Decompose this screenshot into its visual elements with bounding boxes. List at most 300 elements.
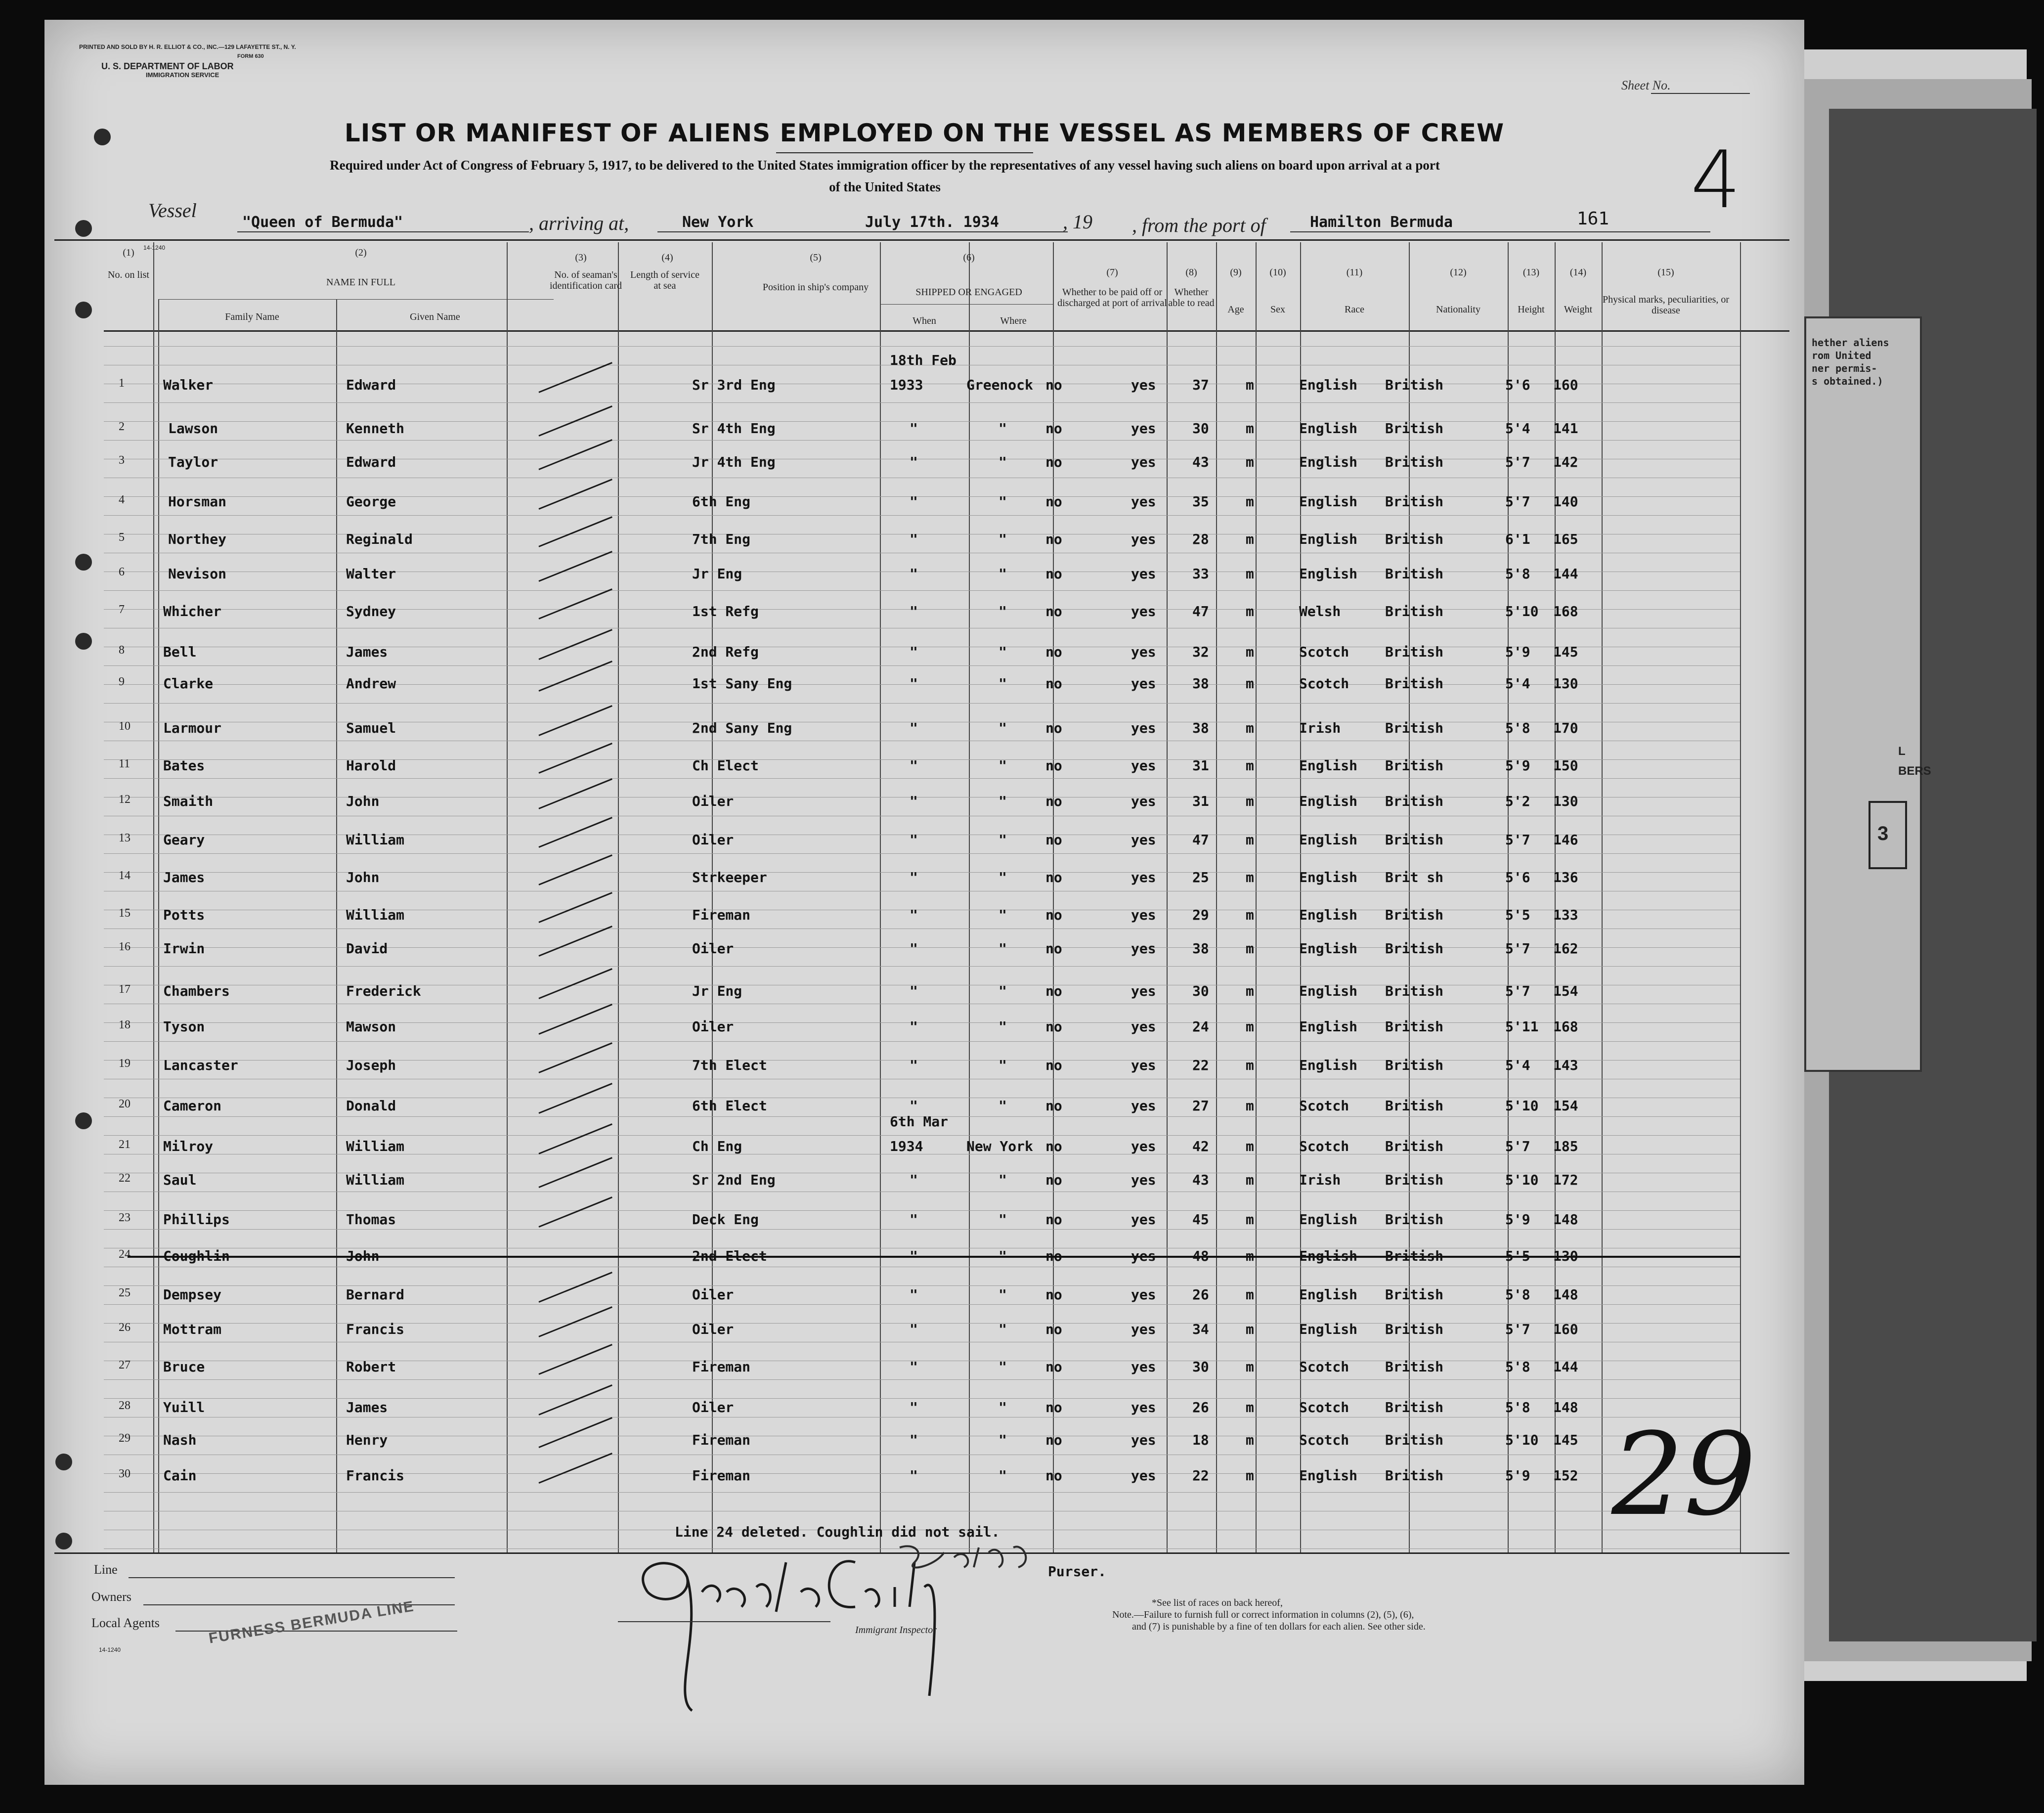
cell-age: 42 <box>1192 1138 1209 1154</box>
id-card-tick-mark <box>538 1272 612 1303</box>
cell-when2: " <box>910 1432 918 1448</box>
cell-read: yes <box>1131 1211 1156 1228</box>
cell-given: John <box>346 869 380 885</box>
cell-weight: 145 <box>1553 1432 1578 1448</box>
cell-sex: m <box>1246 1138 1254 1154</box>
arriving-label: , arriving at, <box>529 212 629 234</box>
cell-age: 28 <box>1192 531 1209 547</box>
cell-read: yes <box>1131 983 1156 999</box>
id-card-tick-mark <box>538 362 612 393</box>
cell-race: English <box>1299 1286 1358 1303</box>
cell-race: English <box>1299 420 1358 437</box>
cell-height: 5'7 <box>1505 983 1530 999</box>
cell-paid: no <box>1045 1286 1062 1303</box>
cell-sex: m <box>1246 603 1254 619</box>
cell-nat: British <box>1385 1359 1444 1375</box>
cell-age: 32 <box>1192 644 1209 660</box>
cell-where: " <box>999 566 1007 582</box>
id-card-tick-mark <box>538 629 612 660</box>
ruled-line <box>104 402 1740 403</box>
cell-age: 31 <box>1192 757 1209 774</box>
cell-where: " <box>999 869 1007 885</box>
col2-family-header: Family Name <box>225 311 279 322</box>
cell-family: Clarke <box>163 675 214 692</box>
cell-given: James <box>346 1399 388 1415</box>
cell-weight: 148 <box>1553 1211 1578 1228</box>
cell-position: 2nd Refg <box>692 644 759 660</box>
cell-family: Nash <box>163 1432 197 1448</box>
cell-family: Yuill <box>163 1399 205 1415</box>
punch-hole <box>75 1112 92 1129</box>
cell-read: yes <box>1131 377 1156 393</box>
cell-age: 30 <box>1192 983 1209 999</box>
cell-sex: m <box>1246 1211 1254 1228</box>
cell-height: 5'7 <box>1505 1138 1530 1154</box>
cell-family: Tyson <box>163 1018 205 1035</box>
cell-position: Sr 3rd Eng <box>692 377 776 393</box>
cell-no: 19 <box>119 1057 130 1070</box>
cell-no: 12 <box>119 793 130 806</box>
cell-weight: 160 <box>1553 1321 1578 1337</box>
id-card-tick-mark <box>538 1042 612 1073</box>
cell-nat: British <box>1385 603 1444 619</box>
punch-hole <box>75 220 92 237</box>
cell-age: 30 <box>1192 1359 1209 1375</box>
cell-given: James <box>346 644 388 660</box>
cell-where: " <box>999 420 1007 437</box>
cell-no: 21 <box>119 1138 130 1151</box>
cell-paid: no <box>1045 1172 1062 1188</box>
cell-nat: British <box>1385 566 1444 582</box>
col15-header: Physical marks, peculiarities, or disease <box>1602 294 1730 316</box>
cell-where: " <box>999 793 1007 809</box>
cell-no: 30 <box>119 1467 130 1480</box>
cell-weight: 148 <box>1553 1286 1578 1303</box>
cell-age: 34 <box>1192 1321 1209 1337</box>
column-rule <box>1167 242 1168 1552</box>
cell-given: Thomas <box>346 1211 396 1228</box>
subtitle-line-1: Required under Act of Congress of February 5, 1917, to be delivered to the United States immigration officer by the representatives of any vessel having such aliens on board upon arrival at a port <box>330 158 1440 173</box>
cell-age: 18 <box>1192 1432 1209 1448</box>
cell-age: 22 <box>1192 1467 1209 1484</box>
cell-height: 5'10 <box>1505 1432 1539 1448</box>
cell-nat: British <box>1385 377 1444 393</box>
cell-read: yes <box>1131 1321 1156 1337</box>
id-card-tick-mark <box>538 516 612 547</box>
underlying-card <box>1804 316 1922 1072</box>
cell-when2: " <box>910 1399 918 1415</box>
cell-height: 5'11 <box>1505 1018 1539 1035</box>
id-card-tick-mark <box>538 854 612 885</box>
cell-race: English <box>1299 1018 1358 1035</box>
cell-race: English <box>1299 869 1358 885</box>
cell-paid: no <box>1045 1248 1062 1264</box>
cell-nat: British <box>1385 1211 1444 1228</box>
id-card-tick-mark <box>538 778 612 809</box>
cell-position: 7th Elect <box>692 1057 767 1073</box>
ruled-line <box>104 590 1740 591</box>
col12-header: Nationality <box>1436 304 1480 315</box>
cell-given: Bernard <box>346 1286 405 1303</box>
cell-no: 20 <box>119 1098 130 1110</box>
cell-read: yes <box>1131 793 1156 809</box>
cell-no: 16 <box>119 940 130 953</box>
cell-when2: " <box>910 1098 918 1114</box>
cell-position: 2nd Elect <box>692 1248 767 1264</box>
punch-hole <box>55 1533 72 1549</box>
cell-weight: 165 <box>1553 531 1578 547</box>
cell-position: Sr 2nd Eng <box>692 1172 776 1188</box>
cell-height: 5'7 <box>1505 454 1530 470</box>
printer-line: PRINTED AND SOLD BY H. R. ELLIOT & CO., INC.—129 LAFAYETTE ST., N. Y. <box>79 44 296 50</box>
cell-paid: no <box>1045 940 1062 957</box>
cell-where: " <box>999 1359 1007 1375</box>
column-rule <box>153 242 154 1552</box>
cell-nat: British <box>1385 1321 1444 1337</box>
cell-where: " <box>999 1467 1007 1484</box>
cell-nat: British <box>1385 1018 1444 1035</box>
cell-weight: 130 <box>1553 1248 1578 1264</box>
cell-paid: no <box>1045 1057 1062 1073</box>
arriving-port: New York <box>682 214 754 231</box>
vessel-field-line <box>237 231 529 232</box>
cell-where: " <box>999 1211 1007 1228</box>
column-rule <box>1409 242 1410 1552</box>
cell-nat: British <box>1385 1172 1444 1188</box>
cell-where: " <box>999 675 1007 692</box>
id-card-tick-mark <box>538 892 612 923</box>
cell-race: Irish <box>1299 1172 1341 1188</box>
cell-paid: no <box>1045 1467 1062 1484</box>
cell-sex: m <box>1246 1018 1254 1035</box>
cell-family: Cameron <box>163 1098 222 1114</box>
cell-when2: " <box>910 869 918 885</box>
cell-where: " <box>999 603 1007 619</box>
col4-number: (4) <box>661 252 673 263</box>
col3-header: No. of seaman's identification card <box>549 269 622 291</box>
cell-where: " <box>999 940 1007 957</box>
cell-given: William <box>346 832 405 848</box>
cell-given: Donald <box>346 1098 396 1114</box>
cell-read: yes <box>1131 1098 1156 1114</box>
cell-height: 5'6 <box>1505 377 1530 393</box>
cell-race: English <box>1299 531 1358 547</box>
cell-given: Harold <box>346 757 396 774</box>
deletion-note: Line 24 deleted. Coughlin did not sail. <box>675 1524 1000 1540</box>
id-card-tick-mark <box>538 1344 612 1375</box>
cell-sex: m <box>1246 675 1254 692</box>
cell-where: " <box>999 1248 1007 1264</box>
service-name: IMMIGRATION SERVICE <box>146 71 219 79</box>
cell-age: 31 <box>1192 793 1209 809</box>
underlying-sheet-label: L BERS <box>1898 745 1931 778</box>
col14-number: (14) <box>1569 267 1587 278</box>
arrival-date: July 17th. 1934 <box>865 214 999 231</box>
col8-header: Whether able to read <box>1168 287 1215 309</box>
cell-weight: 152 <box>1553 1467 1578 1484</box>
cell-nat: British <box>1385 793 1444 809</box>
cell-paid: no <box>1045 531 1062 547</box>
signatures <box>618 1533 1073 1721</box>
deleted-row-strikethrough <box>128 1256 1740 1258</box>
col9-header: Age <box>1227 304 1244 315</box>
year-label: , 19 <box>1063 211 1092 233</box>
cell-position: Jr Eng <box>692 983 742 999</box>
cell-nat: British <box>1385 1467 1444 1484</box>
column-rule <box>1256 242 1257 1552</box>
cell-given: Joseph <box>346 1057 396 1073</box>
cell-read: yes <box>1131 1057 1156 1073</box>
col6-number: (6) <box>963 252 975 263</box>
cell-age: 22 <box>1192 1057 1209 1073</box>
cell-given: Andrew <box>346 675 396 692</box>
cell-family: Northey <box>168 531 227 547</box>
cell-race: English <box>1299 1467 1358 1484</box>
cell-age: 29 <box>1192 907 1209 923</box>
cell-weight: 133 <box>1553 907 1578 923</box>
cell-age: 30 <box>1192 420 1209 437</box>
cell-family: Larmour <box>163 720 222 736</box>
cell-given: William <box>346 1172 405 1188</box>
cell-when2: " <box>910 793 918 809</box>
cell-family: Cain <box>163 1467 197 1484</box>
cell-no: 22 <box>119 1172 130 1185</box>
cell-family: Bell <box>163 644 197 660</box>
cell-given: Henry <box>346 1432 388 1448</box>
col4-header: Length of service at sea <box>630 269 699 291</box>
cell-no: 3 <box>119 454 125 467</box>
cell-race: English <box>1299 493 1358 510</box>
cell-nat: British <box>1385 1098 1444 1114</box>
cell-position: Oiler <box>692 940 734 957</box>
cell-family: Lawson <box>168 420 218 437</box>
cell-height: 5'9 <box>1505 1211 1530 1228</box>
cell-when2: " <box>910 531 918 547</box>
id-card-tick-mark <box>538 705 612 736</box>
id-card-tick-mark <box>538 1417 612 1448</box>
cell-nat: British <box>1385 907 1444 923</box>
cell-height: 5'9 <box>1505 644 1530 660</box>
cell-where: " <box>999 1018 1007 1035</box>
cell-race: English <box>1299 1057 1358 1073</box>
cell-race: Scotch <box>1299 1432 1349 1448</box>
cell-height: 5'10 <box>1505 1098 1539 1114</box>
cell-read: yes <box>1131 757 1156 774</box>
cell-when2: " <box>910 983 918 999</box>
col2-number: (2) <box>355 247 367 258</box>
cell-paid: no <box>1045 1432 1062 1448</box>
cell-read: yes <box>1131 454 1156 470</box>
punch-hole <box>55 1454 72 1470</box>
column-rule <box>712 242 713 1552</box>
cell-race: Scotch <box>1299 644 1349 660</box>
cell-race: English <box>1299 1321 1358 1337</box>
column-rule <box>880 242 881 1552</box>
ruled-line <box>104 1398 1740 1399</box>
cell-when2: 1934 <box>890 1138 923 1154</box>
cell-nat: British <box>1385 644 1444 660</box>
column-rule <box>1300 242 1301 1552</box>
cell-sex: m <box>1246 420 1254 437</box>
local-agents-label: Local Agents <box>91 1616 160 1630</box>
cell-family: Saul <box>163 1172 197 1188</box>
cell-paid: no <box>1045 566 1062 582</box>
cell-sex: m <box>1246 1057 1254 1073</box>
cell-read: yes <box>1131 907 1156 923</box>
cell-age: 43 <box>1192 1172 1209 1188</box>
cell-height: 5'7 <box>1505 940 1530 957</box>
punch-hole <box>75 554 92 571</box>
cell-race: English <box>1299 940 1358 957</box>
cell-weight: 142 <box>1553 454 1578 470</box>
cell-family: Bates <box>163 757 205 774</box>
cell-age: 38 <box>1192 720 1209 736</box>
cell-paid: no <box>1045 983 1062 999</box>
cell-age: 37 <box>1192 377 1209 393</box>
cell-weight: 144 <box>1553 1359 1578 1375</box>
handwritten-page-number: 4 <box>1691 133 1741 226</box>
col10-header: Sex <box>1270 304 1285 315</box>
cell-height: 5'8 <box>1505 1399 1530 1415</box>
cell-race: English <box>1299 1248 1358 1264</box>
cell-sex: m <box>1246 1467 1254 1484</box>
cell-height: 5'10 <box>1505 603 1539 619</box>
ruled-line <box>104 1135 1740 1136</box>
col6-when-header: When <box>913 315 936 326</box>
cell-paid: no <box>1045 454 1062 470</box>
col7-header: Whether to be paid off or discharged at port of arrival <box>1057 287 1167 309</box>
col15-number: (15) <box>1657 267 1674 278</box>
department-name: U. S. DEPARTMENT OF LABOR <box>101 61 234 71</box>
underlying-sheet-box <box>1869 801 1907 869</box>
cell-no: 11 <box>119 757 130 770</box>
cell-nat: British <box>1385 420 1444 437</box>
cell-no: 23 <box>119 1211 130 1224</box>
cell-weight: 143 <box>1553 1057 1578 1073</box>
table-top-rule <box>54 239 1789 241</box>
cell-weight: 154 <box>1553 1098 1578 1114</box>
cell-nat: Brit sh <box>1385 869 1444 885</box>
column-rule <box>158 299 159 1552</box>
col10-number: (10) <box>1269 267 1286 278</box>
cell-nat: British <box>1385 1248 1444 1264</box>
col6-where-header: Where <box>1000 315 1027 326</box>
cell-where: " <box>999 1432 1007 1448</box>
races-note: *See list of races on back hereof, <box>1152 1597 1283 1608</box>
cell-position: Oiler <box>692 1286 734 1303</box>
cell-no: 29 <box>119 1432 130 1445</box>
cell-sex: m <box>1246 940 1254 957</box>
cell-age: 45 <box>1192 1211 1209 1228</box>
id-card-tick-mark <box>538 588 612 619</box>
cell-race: Scotch <box>1299 1359 1349 1375</box>
id-card-tick-mark <box>538 926 612 957</box>
handwritten-total: 29 <box>1611 1409 1756 1541</box>
cell-sex: m <box>1246 454 1254 470</box>
cell-height: 5'7 <box>1505 832 1530 848</box>
cell-where: " <box>999 493 1007 510</box>
column-rule <box>618 242 619 1552</box>
cell-nat: British <box>1385 531 1444 547</box>
cell-nat: British <box>1385 720 1444 736</box>
cell-position: Fireman <box>692 1432 751 1448</box>
cell-sex: m <box>1246 720 1254 736</box>
form-number: FORM 630 <box>237 53 264 59</box>
cell-nat: British <box>1385 983 1444 999</box>
cell-height: 5'4 <box>1505 675 1530 692</box>
cell-read: yes <box>1131 420 1156 437</box>
col6-subrule <box>880 304 1053 305</box>
cell-given: William <box>346 1138 405 1154</box>
cell-read: yes <box>1131 531 1156 547</box>
cell-when2: " <box>910 1172 918 1188</box>
cell-race: English <box>1299 757 1358 774</box>
cell-paid: no <box>1045 603 1062 619</box>
cell-height: 5'8 <box>1505 720 1530 736</box>
cell-where: " <box>999 832 1007 848</box>
cell-age: 38 <box>1192 940 1209 957</box>
cell-position: Fireman <box>692 1359 751 1375</box>
cell-paid: no <box>1045 1138 1062 1154</box>
cell-age: 47 <box>1192 832 1209 848</box>
col2-subrule <box>158 299 554 300</box>
column-rule <box>1740 242 1741 1552</box>
ruled-line <box>104 778 1740 779</box>
column-rule <box>1555 242 1556 1552</box>
col14-header: Weight <box>1564 304 1593 315</box>
cell-family: Horsman <box>168 493 227 510</box>
cell-no: 27 <box>119 1359 130 1371</box>
cell-when-date: 18th Feb <box>890 352 957 368</box>
cell-no: 15 <box>119 907 130 920</box>
cell-paid: no <box>1045 832 1062 848</box>
cell-family: Nevison <box>168 566 227 582</box>
cell-race: English <box>1299 907 1358 923</box>
cell-sex: m <box>1246 1248 1254 1264</box>
cell-nat: British <box>1385 1399 1444 1415</box>
cell-weight: 168 <box>1553 1018 1578 1035</box>
cell-position: Fireman <box>692 907 751 923</box>
cell-height: 5'8 <box>1505 1359 1530 1375</box>
penalty-note-2: and (7) is punishable by a fine of ten dollars for each alien. See other side. <box>1132 1621 1426 1632</box>
cell-position: Jr Eng <box>692 566 742 582</box>
cell-no: 13 <box>119 832 130 844</box>
cell-where: " <box>999 757 1007 774</box>
vessel-label: Vessel <box>148 199 197 221</box>
vessel-name: "Queen of Bermuda" <box>242 214 403 231</box>
cell-read: yes <box>1131 832 1156 848</box>
cell-age: 35 <box>1192 493 1209 510</box>
column-rule <box>336 299 337 1552</box>
cell-position: 1st Sany Eng <box>692 675 792 692</box>
manifest-subtitle <box>208 154 1562 198</box>
list-number: 161 <box>1577 209 1609 229</box>
column-rule <box>1508 242 1509 1552</box>
cell-when2: " <box>910 720 918 736</box>
cell-given: Kenneth <box>346 420 405 437</box>
cell-given: Edward <box>346 454 396 470</box>
cell-age: 33 <box>1192 566 1209 582</box>
cell-weight: 162 <box>1553 940 1578 957</box>
line-stamp: FURNESS BERMUDA LINE <box>207 1598 416 1647</box>
col8-number: (8) <box>1185 267 1197 278</box>
cell-no: 17 <box>119 983 130 996</box>
cell-family: Lancaster <box>163 1057 238 1073</box>
cell-weight: 146 <box>1553 832 1578 848</box>
cell-when2: " <box>910 566 918 582</box>
cell-age: 27 <box>1192 1098 1209 1114</box>
sheet-number-label: Sheet No. <box>1621 78 1671 92</box>
